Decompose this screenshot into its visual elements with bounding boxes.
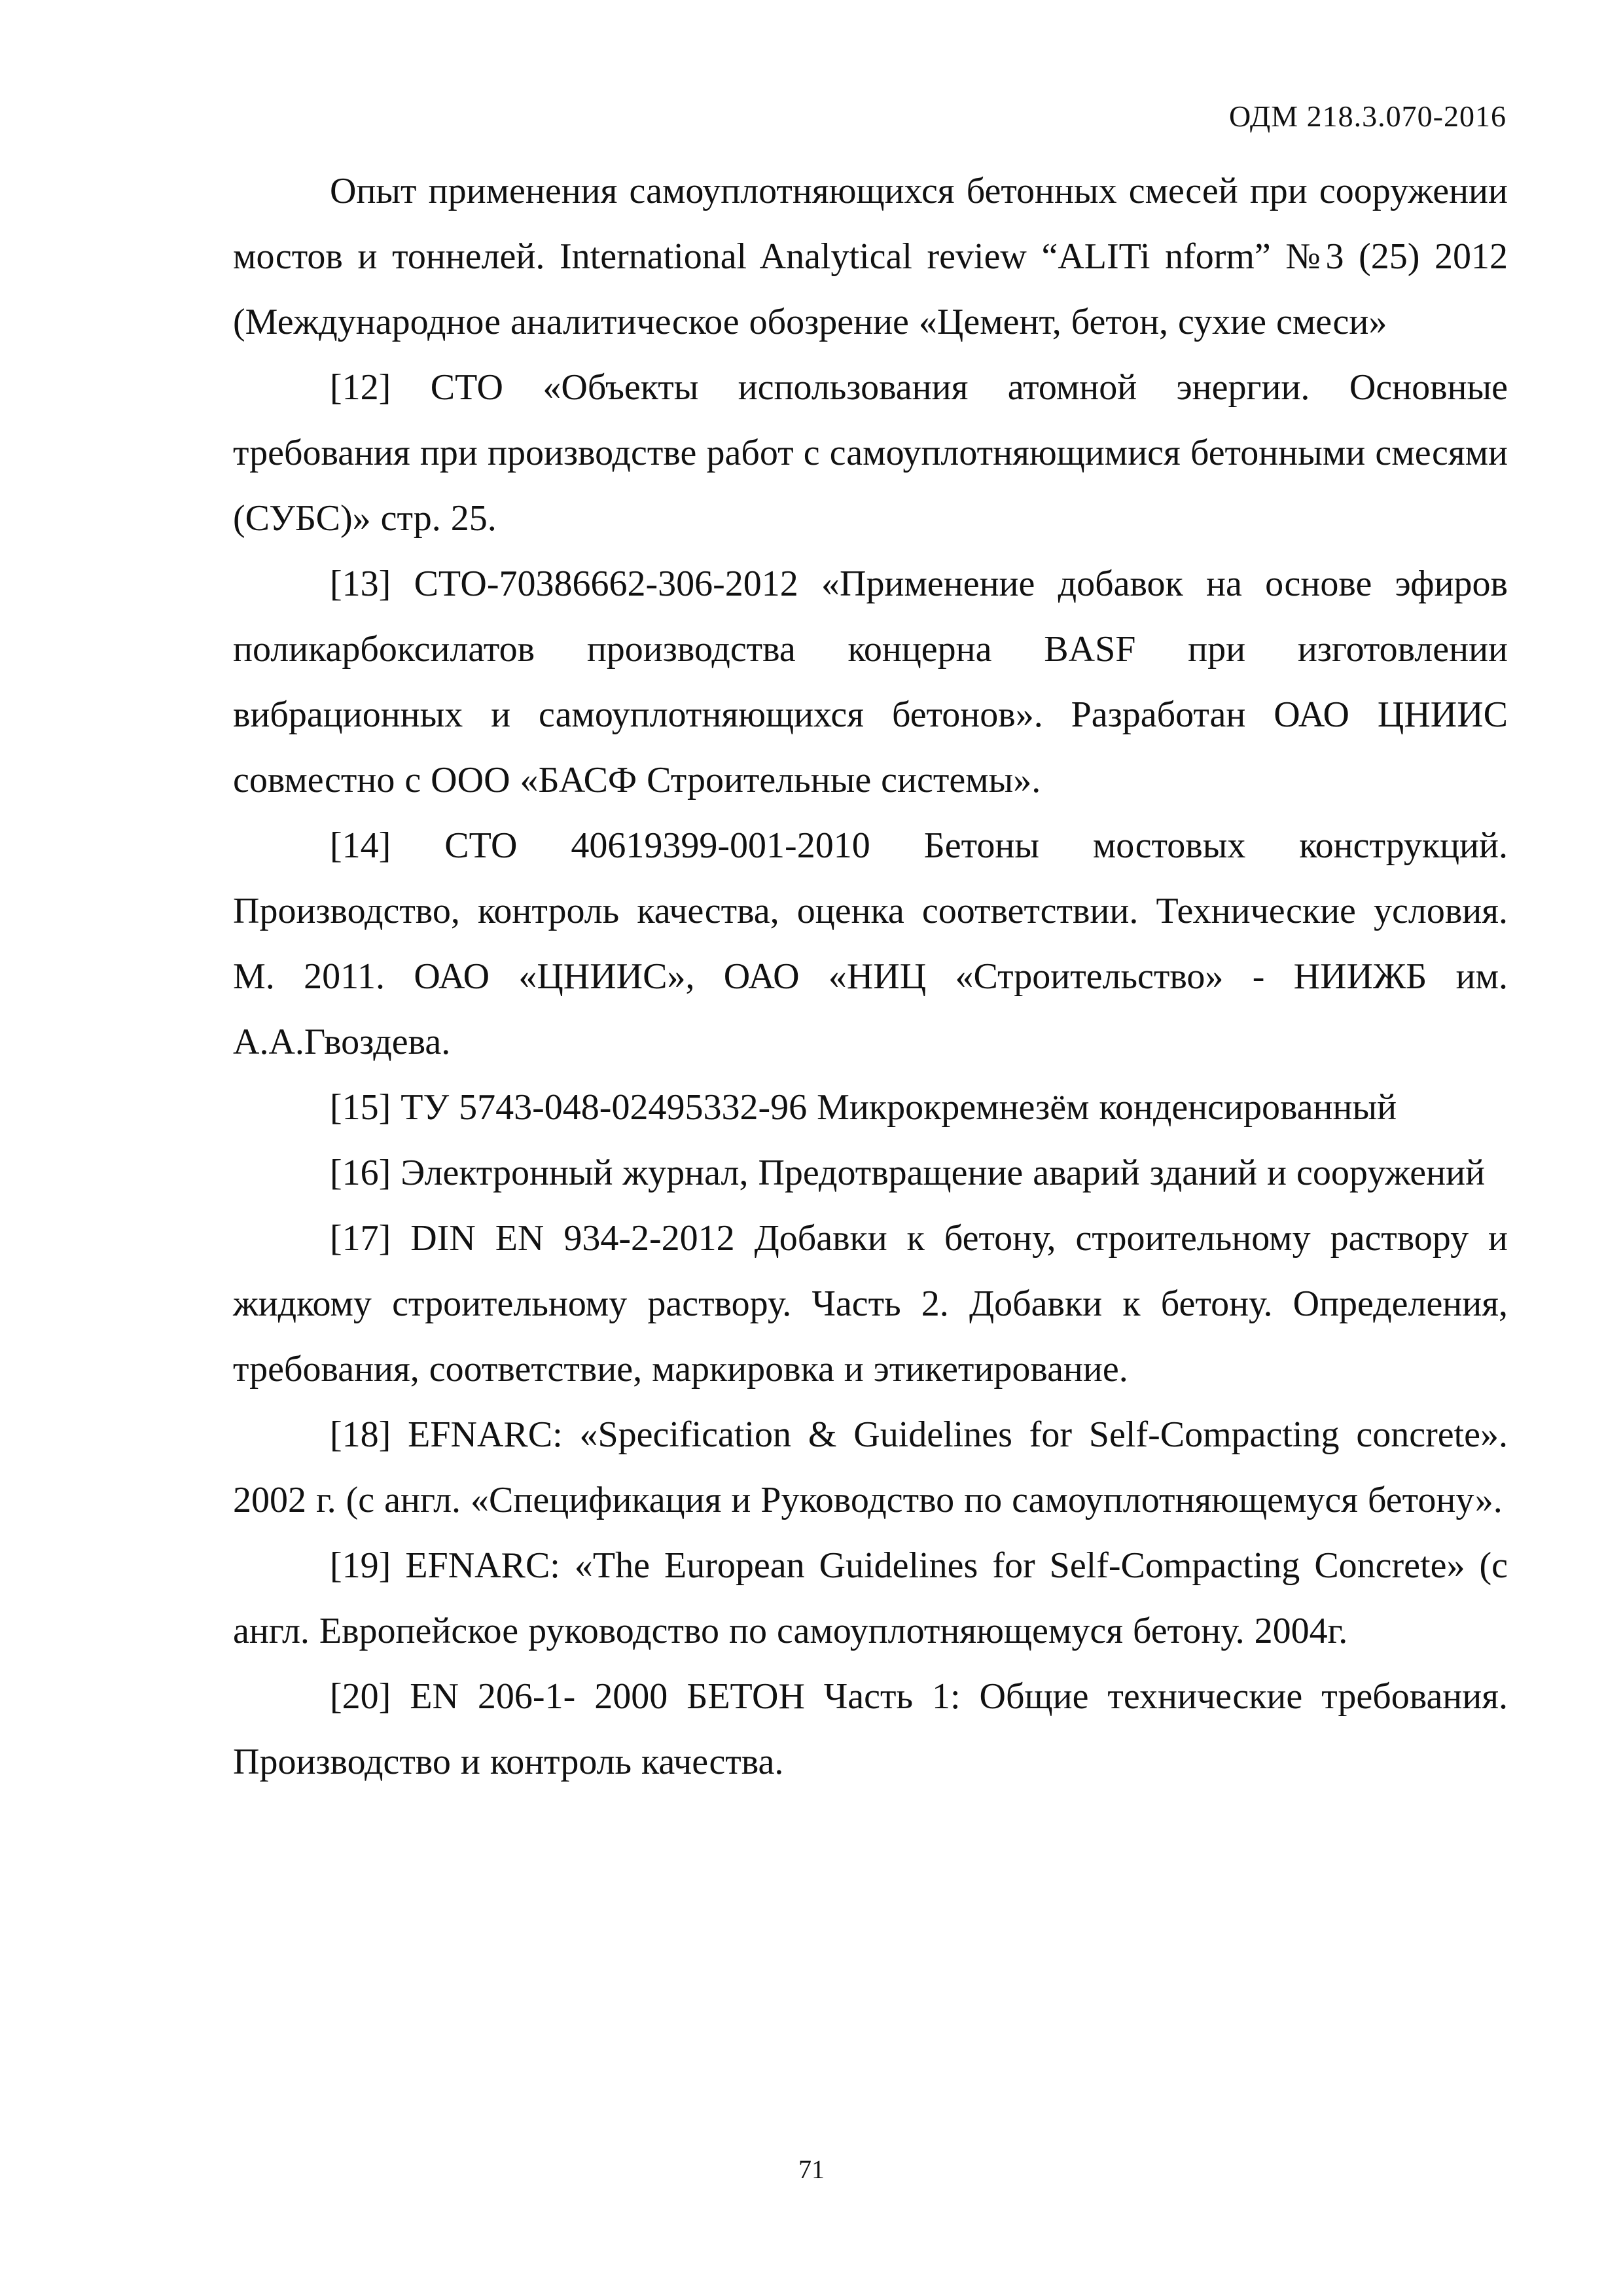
document-code-header: ОДМ 218.3.070-2016: [1228, 99, 1507, 133]
reference-item: [14] СТО 40619399-001-2010 Бетоны мостовых конструкций. Производство, контроль качества, оценка соответствии. Технические условия. М. 2011. ОАО «ЦНИИС», ОАО «НИЦ «Строительство» - НИИЖБ им. А.А.Гвоздева.: [233, 825, 1508, 1062]
page-number: 71: [798, 2155, 825, 2184]
reference-item: [17] DIN EN 934-2-2012 Добавки к бетону, строительному раствору и жидкому строительному раствору. Часть 2. Добавки к бетону. Определения, требования, соответствие, маркировка и этикетирование.: [233, 1218, 1508, 1390]
reference-item: [18] EFNARC: «Specification & Guidelines for Self-Compacting concrete». 2002 г. (с англ. «Спецификация и Руководство по самоуплотняющемуся бетону».: [233, 1414, 1508, 1520]
reference-item: Опыт применения самоуплотняющихся бетонных смесей при сооружении мостов и тоннелей. International Analytical review “ALITi nform” №3 (25) 2012 (Международное аналитическое обозрение «Цемент, бетон, сухие смеси»: [233, 171, 1508, 342]
reference-item: [16] Электронный журнал, Предотвращение аварий зданий и сооружений: [330, 1153, 1486, 1193]
references-list: [233, 158, 1508, 1795]
reference-item: [20] EN 206-1- 2000 БЕТОН Часть 1: Общие технические требования. Производство и контроль качества.: [233, 1676, 1508, 1782]
reference-item: [13] СТО-70386662-306-2012 «Применение добавок на основе эфиров поликарбоксилатов производства концерна BASF при изготовлении вибрационных и самоуплотняющихся бетонов». Разработан ОАО ЦНИИС совместно с ООО «БАСФ Строительные системы».: [233, 564, 1508, 800]
reference-item: [12] СТО «Объекты использования атомной энергии. Основные требования при производстве работ с самоуплотняющимися бетонными смесями (СУБС)» стр. 25.: [233, 367, 1508, 539]
reference-item: [15] ТУ 5743-048-02495332-96 Микрокремнезём конденсированный: [330, 1087, 1397, 1128]
reference-item: [19] EFNARC: «The European Guidelines for Self-Compacting Concrete» (с англ. Европейское руководство по самоуплотняющемуся бетону. 2004г.: [233, 1545, 1508, 1651]
